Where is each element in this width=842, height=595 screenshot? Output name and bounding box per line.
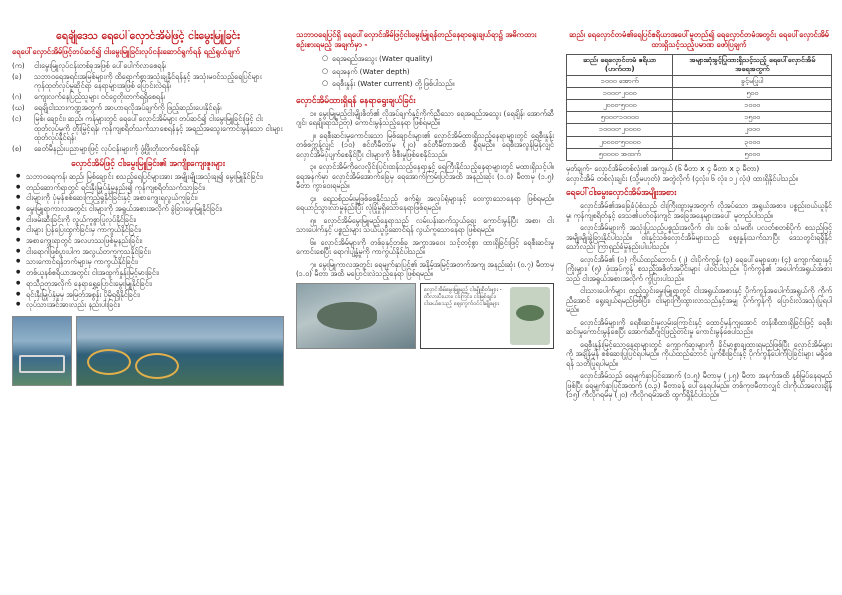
column-middle: [296, 30, 554, 585]
paragraph: ၅။ လှောင်အိမ်မွေးမြူမည့်နေရာသည် လမ်းပန်းဆက်သွယ်ရေး ကောင်းမွန်ပြီး အစာ၊ ငါးသားပေါက်နှင့် ပစ္စည်းများ သယ်ယူပို့ဆောင်ရန် လွယ်ကူသောနေရာ ဖြစ်ရမည်။: [296, 215, 554, 235]
list-item: ○ ရေအရည်အသွေး (Water quality): [322, 54, 554, 64]
table-header: အများဆုံးခွင့်ပြုထားရှိသင့်သည့် ရေပေါ်လှောင်အိမ် အရေအတွက်: [673, 55, 832, 76]
table-row: ၂၀၀၀-၅၀၀၀ ၁၀၀၀: [567, 100, 832, 112]
list-item: (ခ) သဘာဝရေအရင်းအမြစ်များကို ထိရောက်စွာအသုံးချနိုင်ရန်နှင့် အသုံးမဝင်သည့်ရေပြင်များ ကုန်ထုတ်လုပ်မှုဆိုင်ရာ နေရာများအဖြစ် ပြောင်းလဲရန်၊: [12, 71, 262, 91]
floating-cages-photo: [76, 316, 284, 386]
list-item: ● အစာကျွေးရာတွင် အလဟဿဖြစ်မှုနည်းခြင်း၊: [16, 236, 284, 246]
info-card-text: လှောင်အိမ်မွေးမြူမည့် ငါးမျိုးစိတ်များ - တီလားပီးယား၊ ငါးကြင်း၊ ငါးမြစ်ချင်း၊ ငါးဖယ်စသည့် ဈေးကွက်ဝင်ငါးမျိုးများ: [424, 286, 502, 308]
paragraph: ၇။ မွေးမြူကာလအတွင်း ရေမျက်နှာပြင်၏ အနိမ့်အမြင့်အတက်အကျ အနည်းဆုံး (၀.၇) မီတာမှ (၁.၀) မီတာ အထိ မပြောင်းလဲသည့်နေရာ ဖြစ်ရမည်။: [296, 259, 554, 279]
list-item: ● ရာသီဥတုအလိုက် နေရာရွှေ့ပြောင်းမွေးမြူနိုင်ခြင်း၊: [16, 279, 284, 289]
paragraph: လှောင်အိမ်သည် ရေမျက်နှာပြင်အောက် (၁.၅) မီတာမှ (၂.၅) မီတာ အနက်အထိ နစ်မြုပ်နေရမည်ဖြစ်ပြီး ရေမျက်နှာပြင်အထက် (၀.၃) မီတာခန့် ပေါ်နေရပါမည်။ တစ်ကုဗမီတာလျှင် ငါးကိုယ်အလေးချိန် (၁၅) ကီလိုဂရမ်မှ (၂၀) ကီလိုဂရမ်အထိ ထွက်ရှိနိုင်ပါသည်။: [566, 371, 832, 400]
table-note-2: လှောင်အိမ် တစ်လုံးချင်း (သို့မဟုတ်) အတွဲလိုက် (၄လုံး၊ ၆ လုံး၊ ၁၂ လုံး) ထားရှိနိုင်ပါသည်။: [566, 173, 798, 183]
cage-count-table: [566, 54, 832, 161]
paragraph: ၆။ လှောင်အိမ်များကို တစ်ခုနှင့်တစ်ခု အကွာအဝေး သင့်တင့်စွာ ထားရှိခြင်းဖြင့် ရေစီးဆင်းမှုကောင်းစေပြီး ရောဂါပျံ့နှံ့မှုကို ကာကွယ်နိုင်ပါသည်။: [296, 237, 554, 257]
table-row: ၅၀၀၀-၁၀၀၀၀ ၁၅၀၀: [567, 112, 832, 124]
list-item: (ဂ) ကျေးလက်နေပြည်သူများ ဝင်ငွေတိုးတက်ရရှိစေရန်၊: [12, 92, 165, 102]
objectives-list: [12, 61, 284, 154]
paragraph: ငါးသားပေါက်များ ထည့်သွင်းမွေးမြူရာတွင် ငါးအရွယ်အစားနှင့် ပိုက်ကွန်အပေါက်အရွယ်ကို ကိုက်ညီအောင် ရွေးချယ်ရမည်ဖြစ်ပြီး၊ ငါးများကြီးထွားလာသည်နှင့်အမျှ ပိုက်ကွန်ကို ပြောင်းလဲအသုံးပြုရပါမည်။: [566, 286, 832, 315]
table-intro: ဆည်၊ ရေလှောင်တမံ၏ရေပြင်ဧရိယာအပေါ်မူတည်၍ ရေလှောင်တမံအတွင်း ရေပေါ်လှောင်အိမ် ထားရှိသင့်သည့်ပမာဏ ဖော်ပြချက်: [569, 30, 829, 50]
list-item: ● လုပ်သားအင်အားလည်း နည်းပါးခြင်း၊: [16, 300, 284, 310]
benefits-list: [12, 172, 284, 310]
cage-photo: [12, 316, 72, 386]
photo-row: [12, 316, 284, 386]
list-item: ● ငါးရောဂါဖြစ်ပွားပါက အလွယ်တကူကုသနိုင်ခြင်း၊: [16, 247, 284, 257]
list-item: ● ငါးများ ပြန်ပြေးထွက်ခြင်းမှ ကာကွယ်နိုင်ခြင်း၊: [16, 225, 284, 235]
image-row: [296, 283, 554, 349]
fish-icon: [510, 287, 550, 345]
list-item: (က) ငါးမွေးမြူလုပ်ငန်းတစ်ခုအဖြစ် ပေါ်ပေါက်လာစေရန်၊: [12, 60, 167, 70]
list-item: (ဃ) ရေချိုငါးသားကဏ္ဍအတွက် အာဟာရလိုအပ်ချက်ကို ဖြည့်ဆည်းပေးနိုင်ရန်၊: [12, 103, 222, 113]
site-selection-heading: လှောင်အိမ်ထားရှိရန် နေရာရွေးချယ်ခြင်း: [296, 94, 416, 105]
column-left: [12, 30, 284, 585]
paragraph: ရေစီးနှုန်းမြင့်သောနေရာများတွင် ကျောက်ဆူးများကို ခိုင်မာစွာချထားရမည်ဖြစ်ပြီး လှောင်အိမ်များကို အချိန်မှန် စစ်ဆေးပြုပြင်ရပါမည်။ ကိုယ်ထည်ဘောင် ပျက်စီးခြင်းနှင့် ပိုက်ကွန်ပေါက်ပြဲခြင်းများ မရှိစေရန် သတိပြုရပါမည်။: [566, 339, 832, 368]
list-item: ● တစ်ယူနစ်ဧရိယာအတွင်း ငါးအထွက်နှုန်းမြင့်မားခြင်း၊: [16, 268, 284, 278]
benefits-heading: လှောင်အိမ်ဖြင့် ငါးမွေးမြူခြင်း၏ အကျိုးကျေးဇူးများ: [71, 157, 225, 168]
list-item: ● ရင်းနှီးမြှုပ်နှံမှုမှ အမြတ်အစွန်း ပိုမိုရရှိနိုင်ခြင်း၊: [16, 290, 284, 300]
table-header-row: [567, 55, 832, 76]
table-note: မှတ်ချက်- လှောင်အိမ်တစ်လုံး၏ အကျယ် (၆ မီတာ x ၄ မီတာ x ၃ မီတာ): [566, 164, 760, 174]
list-item: ● ငါးဖမ်းဆီးခြင်းကို လွယ်ကူစွာပြုလုပ်နိုင်ခြင်း၊: [16, 215, 284, 225]
table-row: ၅၀၀၀၀ အထက် ၅၀၀၀: [567, 148, 832, 160]
paragraph: ၁။ မွေးမြူမည့်ငါးမျိုးစိတ်၏ လိုအပ်ချက်နှင့်ကိုက်ညီသော ရေအရည်အသွေး (ရေချိန်၊ အောက်ဆီဂျင်၊ ရေချိုးရာသီဥတု) ကောင်းမွန်သည့်နေရာ ဖြစ်ရမည်။: [296, 108, 554, 128]
list-item: ● သဘာဝရေကန်၊ ဆည်၊ မြစ်ချောင်း စသည့်ရေပြင်များအား အမျိုးမျိုးအသုံးချ၍ မွေးမြူနိုင်ခြင်း၊: [16, 172, 284, 182]
cage-types-heading: ရေပေါ်ငါးမွေးလှောင်အိမ်အမျိုးအစား: [566, 187, 677, 198]
table-row: ၁၀၀၀၀-၂၀၀၀၀ ၂၀၀၀: [567, 124, 832, 136]
factors-list: [296, 54, 554, 89]
paragraph: ၃။ လှောင်အိမ်ကိုလေလှိုင်းပြင်းထန်သည့်နေရာနှင့် ရေကြီးနိုင်သည့်နေရာများတွင် မထားရှိသင့်ပါ။ ရေအနက်မှာ လှောင်အိမ်အောက်ခြေမှ ရေအောက်ကြမ်းပြင်အထိ အနည်းဆုံး (၁.၀) မီတာမှ (၁.၅) မီတာ ကွာဝေးရမည်။: [296, 162, 554, 191]
paragraph: ၄။ ရေညစ်ညမ်းမှုဖြစ်စေနိုင်သည့် စက်ရုံ၊ အလုပ်ရုံများနှင့် ဝေးကွာသောနေရာ ဖြစ်ရမည်။ ရေယာဉ်သွားလာမှုနည်းပြီး လုံခြုံမှုရှိသောနေရာဖြစ်ရမည်။: [296, 193, 554, 213]
table-row: ၁၀၀၀-၂၀၀၀ ၅၀၀: [567, 87, 832, 99]
list-item: ○ ရေစီးနှုန်း (Water current) တို့ဖြစ်ပါသည်။: [322, 79, 554, 89]
info-card: [420, 283, 554, 349]
page-title: ရေချိုဒေသ ရေပေါ်လှောင်အိမ်ဖြင့် ငါးမွေးမြူခြင်း: [56, 30, 240, 42]
site-factors-intro: သဘာဝရေပြင်ရှိ ရေပေါ်လှောင်အိမ်ဖြင့်ငါးမွေးမြူရန်တည်နေရာရွေးချယ်ရာ၌ အဓိကထား စဉ်းစားရမည့် အချက်မှာ -: [296, 30, 537, 50]
paragraph: လှောင်အိမ်၏အခြေခံပုံစံသည် ငါးကြီးထွားမှုအတွက် လိုအပ်သော အရွယ်အစား၊ ပစ္စည်းဝယ်ယူနိုင်မှု၊ ကုန်ကျစရိတ်နှင့် ဒေသ၏ပတ်ဝန်းကျင် အခြေအနေများအပေါ် မူတည်ပါသည်။: [566, 201, 832, 220]
list-item: ● မွေးမြူရာကာလအတွင်း ငါးများကို အရွယ်အစားအလိုက် ခွဲခြားမွေးမြူနိုင်ခြင်း၊: [16, 204, 284, 214]
list-item: ● သားကောင်ရန်ဘက်များမှ ကာကွယ်နိုင်ခြင်း၊: [16, 257, 284, 267]
paragraph: လှောင်အိမ်များကို ရေစီးဆင်းမှုလမ်းကြောင်းနှင့် ထောင့်မှန်ကျအောင် တန်းစီထားရှိခြင်းဖြင့် ရေစီးဆင်းမှုကောင်းမွန်စေပြီး အောက်ဆီဂျင်ဖြည့်တင်းမှု ကောင်းမွန်စေပါသည်။: [566, 317, 832, 337]
list-item: (စ) ခေတ်မီနည်းပညာများဖြင့် လုပ်ငန်းများကို ဖွံ့ဖြိုးတိုးတက်စေနိုင်ရန်၊: [12, 144, 200, 154]
paragraph: လှောင်အိမ်များကို အသုံးပြုသည့်ပစ္စည်းအလိုက် ဝါး၊ သစ်၊ သံမဏိ၊ ပလတ်စတစ်ပိုက် စသည်ဖြင့် အမျိုးမျိုးခွဲခြားနိုင်ပါသည်။ ဝါးနှင့်သစ်လှောင်အိမ်များသည် ဈေးနှုန်းသက်သာပြီး ဒေသတွင်းရရှိနိုင်သော်လည်း ကြာရှည်ခံမှုနည်းပါးပါသည်။: [566, 223, 832, 252]
objectives-heading: ရေပေါ်လှောင်အိမ်ဖြင့်တပ်ဆင်၍ ငါးမွေးမြူခြင်းလုပ်ငန်းဆောင်ရွက်ရန် ရည်ရွယ်ချက်: [12, 46, 241, 56]
paragraph: ၂။ ရေစီးဆင်းမှုကောင်းသော မြစ်ချောင်းများ၏ လှောင်အိမ်ထားရှိသည့်နေရာများတွင် ရေစီးနှုန်း တစ်စက္ကန့်လျှင် (၁၀) စင်တီမီတာမှ (၂၀) စင်တီမီတာအထိ ရှိရမည်။ ရေစီးအလွန်မြန်လျှင် လှောင်အိမ်ပုံပျက်စေနိုင်ပြီး ငါးများကို ဖိစီးမှုဖြစ်စေနိုင်သည်။: [296, 130, 554, 159]
list-item: ● တည်ဆောက်ရာတွင် ရင်းနှီးမြှုပ်နှံမှုနည်း၍ ကုန်ကျစရိတ်သက်သာခြင်း၊: [16, 183, 284, 193]
list-item: (င) မြစ်၊ ချောင်း၊ ဆည်၊ ကန်များတွင် ရေပေါ်လှောင်အိမ်များ တပ်ဆင်၍ ငါးမွေးမြူခြင်းဖြင့် ငါးထုတ်လုပ်မှုကို တိုးမြှင့်ရန်၊ ကုန်ကျစရိတ်သက်သာစေရန်နှင့် အရည်အသွေးကောင်းမွန်သော ငါးများ ထုတ်လုပ်နိုင်ရန်၊: [12, 114, 283, 143]
table-row: ၁၀၀၀ အောက် ခွင့်မပြုပါ: [567, 75, 832, 87]
paragraph: လှောင်အိမ်၏ (၁) ကိုယ်ထည်ဘောင်၊ (၂) ငါးပိုက်ကွန်၊ (၃) ရေပေါ်မျောဖော့၊ (၄) ကျောက်ဆူးနှင့် ကြိုးများ၊ (၅) ဖုံးအုပ်ကွန် စသည့်အစိတ်အပိုင်းများ ပါဝင်ပါသည်။ ပိုက်ကွန်၏ အပေါက်အရွယ်အစားသည် ငါးအရွယ်အစားအလိုက် ကွဲပြားပါသည်။: [566, 254, 832, 283]
list-item: ● ငါးများကို ပုံမှန်စစ်ဆေးကြည့်ရှုနိုင်ခြင်းနှင့် အစာကျွေးရလွယ်ကူခြင်း၊: [16, 193, 284, 203]
column-right: [566, 30, 832, 585]
fish-harvest-photo: [296, 283, 416, 349]
list-item: ○ ရေအနက် (Water depth): [322, 67, 554, 77]
table-header: ဆည်၊ ရေလှောင်တမံ ဧရိယာ (ဟက်တာ): [567, 55, 673, 76]
table-row: ၂၀၀၀၀-၅၀၀၀၀ ၃၀၀၀: [567, 136, 832, 148]
